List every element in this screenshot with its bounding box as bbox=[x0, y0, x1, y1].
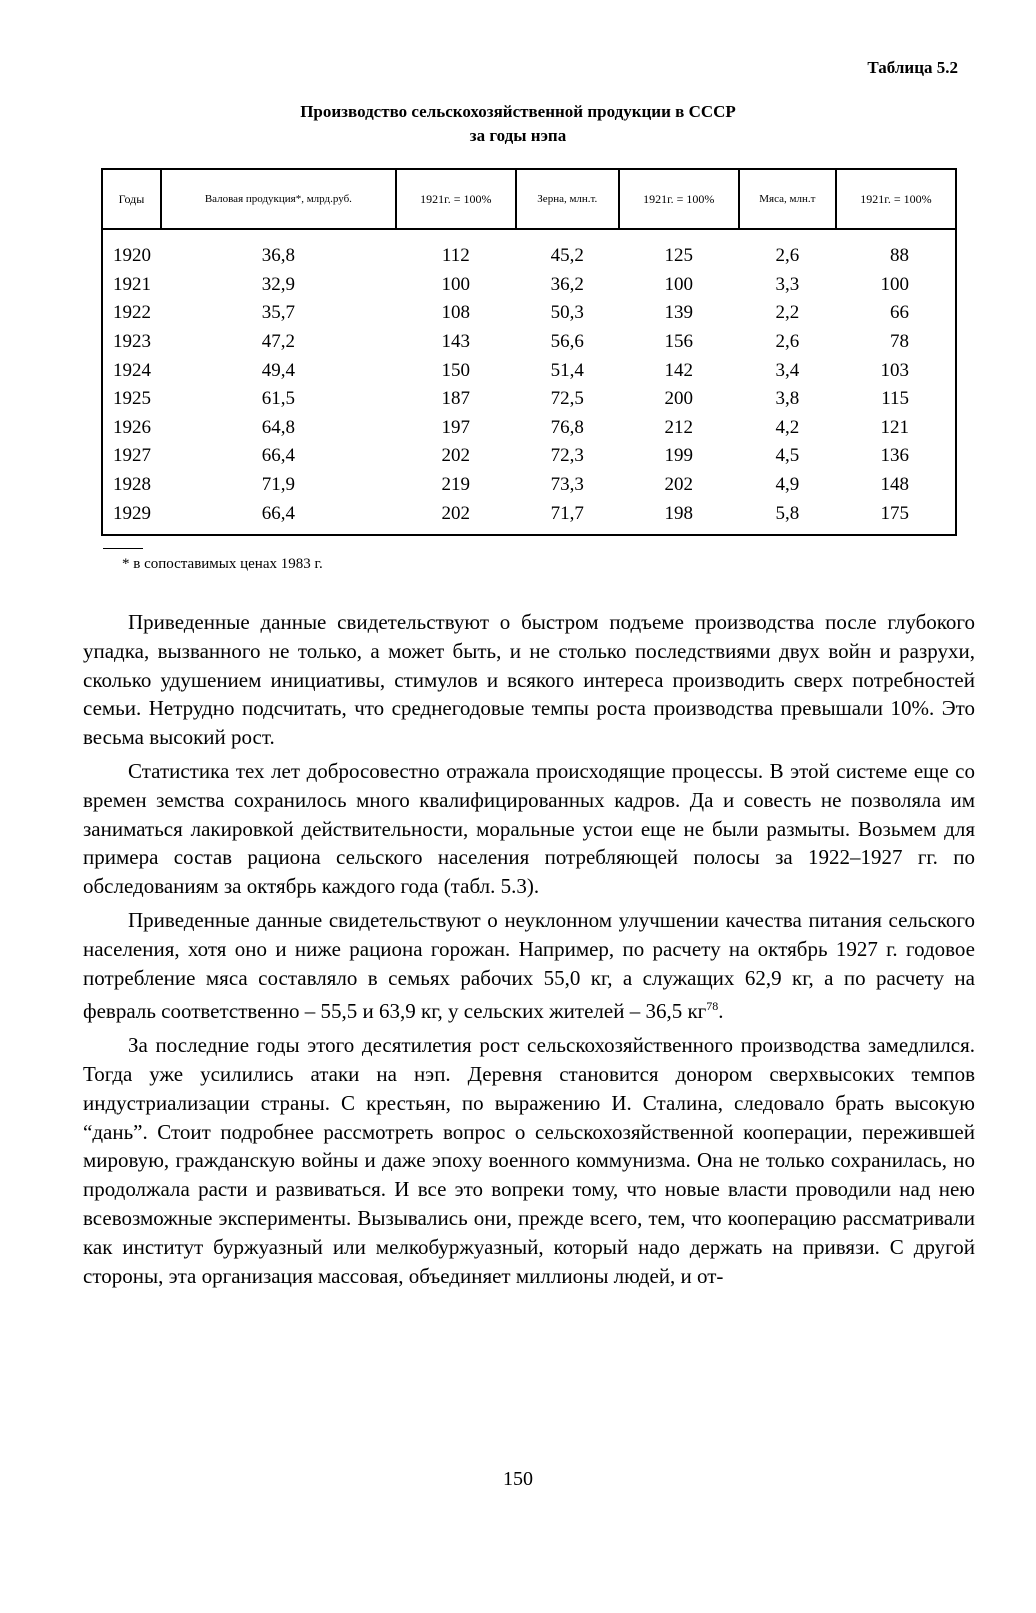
table-cell: 199 bbox=[664, 445, 694, 467]
table-row bbox=[102, 328, 956, 357]
table-cell: 72,3 bbox=[550, 445, 584, 467]
table-cell: 2,6 bbox=[775, 245, 800, 267]
table-cell: 4,9 bbox=[775, 474, 800, 496]
table-cell: 1921 bbox=[113, 273, 151, 295]
table-cell: 1924 bbox=[113, 359, 151, 381]
table-cell: 121 bbox=[880, 416, 909, 438]
table-cell: 1927 bbox=[113, 445, 151, 467]
table-header-row bbox=[102, 169, 956, 229]
table-row bbox=[102, 299, 956, 328]
table-cell: 64,8 bbox=[261, 416, 296, 438]
table-cell: 47,2 bbox=[261, 331, 296, 353]
table-row bbox=[102, 471, 956, 500]
page-number: 150 bbox=[503, 1468, 533, 1490]
table-cell: 2,2 bbox=[775, 302, 800, 324]
table-cell: 66,4 bbox=[261, 445, 296, 467]
footnote-reference: 78 bbox=[706, 999, 719, 1014]
table-cell: 71,7 bbox=[550, 502, 584, 524]
table-cell: 1926 bbox=[113, 416, 151, 438]
table-row bbox=[102, 229, 956, 271]
table-cell: 50,3 bbox=[550, 302, 584, 324]
table-row bbox=[102, 271, 956, 300]
table-cell: 103 bbox=[880, 359, 909, 381]
table-cell: 36,8 bbox=[261, 245, 296, 267]
paragraph: Статистика тех лет добросовестно отражала происходящие процессы. В этой системе еще со времен земства сохранилось много квалифицированных кадров. Да и совесть не позволяла им заниматься лакировкой действительности, моральные устои еще не были размыты. Возьмем для примера состав рациона сельского населения потребляющей полосы за 1922–1927 гг. по обследованиям за октябрь каждого года (табл. 5.3). bbox=[83, 758, 975, 899]
table-cell: 51,4 bbox=[550, 359, 584, 381]
table-cell: 4,5 bbox=[775, 445, 800, 467]
table-cell: 100 bbox=[880, 273, 909, 295]
table-cell: 143 bbox=[441, 331, 471, 353]
table-cell: 112 bbox=[441, 245, 470, 267]
table-row bbox=[102, 356, 956, 385]
table-cell: 72,5 bbox=[550, 388, 584, 410]
table-row bbox=[102, 499, 956, 535]
table-cell: 78 bbox=[890, 331, 909, 353]
table-row bbox=[102, 414, 956, 443]
table-cell: 2,6 bbox=[775, 331, 800, 353]
header-grain: Зерна, млн.т. bbox=[516, 169, 619, 229]
table-cell: 1925 bbox=[113, 388, 151, 410]
header-meat-index: 1921г. = 100% bbox=[836, 169, 956, 229]
table-cell: 175 bbox=[880, 502, 909, 524]
table-cell: 45,2 bbox=[550, 245, 584, 267]
header-years: Годы bbox=[102, 169, 161, 229]
table-row bbox=[102, 442, 956, 471]
table-cell: 202 bbox=[441, 502, 471, 524]
table-cell: 35,7 bbox=[261, 302, 296, 324]
table-cell: 1923 bbox=[113, 331, 151, 353]
paragraph: Приведенные данные свидетельствуют о быстром подъеме производства после глубокого упадка, вызванного не только, а может быть, и не столько последствиями двух войн и разрухи, сколько удушением инициативы, стимулов и всякого интереса производить сверх потребностей семьи. Нетрудно подсчитать, что среднегодовые темпы роста производства превышали 10%. Это весьма высокий рост. bbox=[83, 610, 975, 750]
table-cell: 150 bbox=[441, 359, 471, 381]
table-row bbox=[102, 385, 956, 414]
table-cell: 36,2 bbox=[550, 273, 584, 295]
table-cell: 76,8 bbox=[550, 416, 584, 438]
table-cell: 139 bbox=[664, 302, 694, 324]
table-cell: 88 bbox=[890, 245, 909, 267]
table-cell: 156 bbox=[664, 331, 694, 353]
table-cell: 1920 bbox=[113, 245, 151, 267]
table-cell: 100 bbox=[441, 273, 471, 295]
table-cell: 5,8 bbox=[775, 502, 800, 524]
table-title-line2: за годы нэпа bbox=[469, 126, 567, 145]
table-cell: 108 bbox=[441, 302, 471, 324]
table-cell: 49,4 bbox=[261, 359, 296, 381]
header-gross-index: 1921г. = 100% bbox=[396, 169, 516, 229]
table-cell: 187 bbox=[441, 388, 471, 410]
table-cell: 71,9 bbox=[261, 474, 296, 496]
table-cell: 66 bbox=[890, 302, 909, 324]
footnote-divider bbox=[103, 548, 143, 549]
table-cell: 136 bbox=[880, 445, 909, 467]
table-cell: 61,5 bbox=[261, 388, 296, 410]
table-title-line1: Производство сельскохозяйственной продукции в СССР bbox=[300, 102, 736, 121]
table-cell: 148 bbox=[880, 474, 909, 496]
table-cell: 200 bbox=[664, 388, 694, 410]
table-cell: 1929 bbox=[113, 502, 151, 524]
table-cell: 1922 bbox=[113, 302, 151, 324]
paragraph: Приведенные данные свидетельствуют о неуклонном улучшении качества питания сельского населения, хотя оно и ниже рациона горожан. Например, по расчету на октябрь 1927 г. годовое потребление мяса составляло в семьях рабочих 55,0 кг, а служащих 62,9 кг, а по расчету на февраль соответственно – 55,5 и 63,9 кг, у сельских жителей – 36,5 $кг^{78}$. bbox=[83, 907, 975, 1024]
table-cell: 3,4 bbox=[775, 359, 800, 381]
table-cell: 32,9 bbox=[261, 273, 296, 295]
header-gross-output: Валовая продукция*, млрд.руб. bbox=[161, 169, 396, 229]
header-grain-index: 1921г. = 100% bbox=[619, 169, 739, 229]
table-cell: 219 bbox=[441, 474, 471, 496]
table-cell: 212 bbox=[664, 416, 694, 438]
table-cell: 198 bbox=[664, 502, 694, 524]
table-cell: 202 bbox=[441, 445, 471, 467]
production-table bbox=[101, 168, 957, 536]
table-cell: 202 bbox=[664, 474, 694, 496]
header-meat: Мяса, млн.т bbox=[739, 169, 836, 229]
table-label: Таблица 5.2 bbox=[867, 58, 958, 77]
footnote: * в сопоставимых ценах 1983 г. bbox=[122, 556, 323, 572]
table-cell: 100 bbox=[664, 273, 694, 295]
table-cell: 3,8 bbox=[775, 388, 800, 410]
table-cell: 3,3 bbox=[775, 273, 800, 295]
table-cell: 66,4 bbox=[261, 502, 296, 524]
paragraph: За последние годы этого десятилетия рост сельскохозяйственного производства замедлился. Тогда уже усилились атаки на нэп. Деревня становится донором сверхвысоких темпов индустриализации страны. С крестьян, по выражению И. Сталина, следовало брать высокую “дань”. Стоит подробнее рассмотреть вопрос о сельскохозяйственной кооперации, пережившей мировую, гражданскую войны и даже эпоху военного коммунизма. Она не только сохранилась, но продолжала расти и развиваться. И все это вопреки тому, что новые власти проводили над нею всевозможные эксперименты. Вызывались они, прежде всего, тем, что кооперацию рассматривали как институт буржуазный или мелкобуржуазный, который надо держать на привязи. С другой стороны, эта организация массовая, объединяет миллионы людей, и от- bbox=[83, 1033, 975, 1288]
sentence-end: . bbox=[718, 999, 724, 1024]
table-title bbox=[0, 100, 1036, 148]
table-cell: 73,3 bbox=[550, 474, 584, 496]
table-cell: 197 bbox=[441, 416, 471, 438]
table-cell: 4,2 bbox=[775, 416, 800, 438]
body-text bbox=[83, 608, 975, 1295]
table-cell: 115 bbox=[881, 388, 909, 410]
table-cell: 142 bbox=[664, 359, 694, 381]
table-cell: 1928 bbox=[113, 474, 151, 496]
table-cell: 125 bbox=[664, 245, 694, 267]
table-cell: 56,6 bbox=[550, 331, 584, 353]
